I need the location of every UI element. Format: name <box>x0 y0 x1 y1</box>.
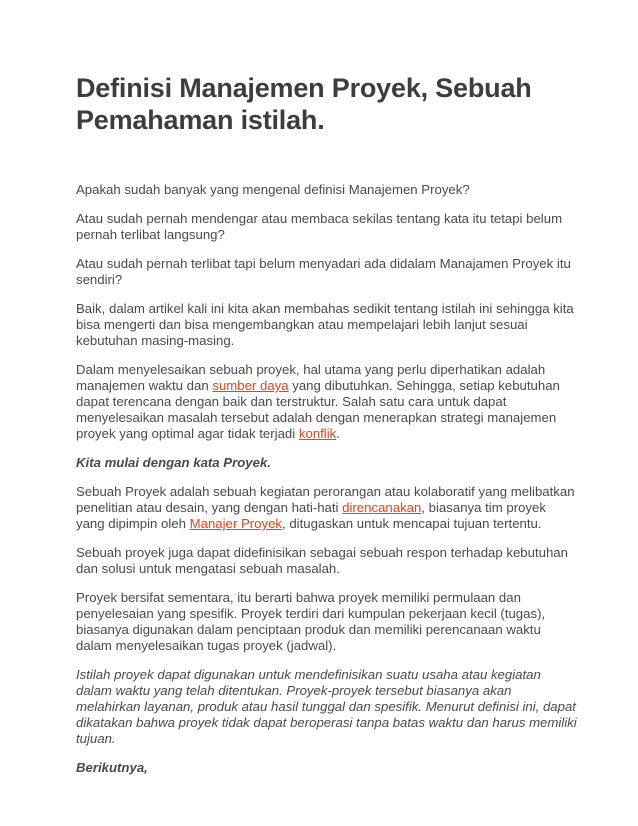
paragraph-heard-question: Atau sudah pernah mendengar atau membaca sekilas tentang kata itu tetapi belum pernah terlibat langsung? <box>76 211 563 242</box>
title-line-1: Definisi Manajemen Proyek, Sebuah <box>76 73 532 103</box>
link-manajer-proyek[interactable]: Manajer Proyek <box>189 516 282 531</box>
paragraph-time-management <box>76 362 578 442</box>
subheading-project: Kita mulai dengan kata Proyek. <box>76 455 271 470</box>
paragraph-term-definition: Istilah proyek dapat digunakan untuk mendefinisikan suatu usaha atau kegiatan dalam waktu yang telah ditentukan. Proyek-proyek tersebut biasanya akan melahirkan layanan, produk atau hasil tunggal dan spesifik. Menurut definisi ini, dapat dikatakan bahwa proyek tidak dapat beroperasi tanpa batas waktu dan harus memiliki tujuan. <box>76 667 577 746</box>
paragraph-text: , biasanya tim proyek yang dipimpin oleh <box>76 500 546 531</box>
link-sumber-daya[interactable]: sumber daya <box>212 378 289 393</box>
paragraph-project-definition <box>76 484 578 532</box>
page-title <box>76 72 578 136</box>
paragraph-article-purpose: Baik, dalam artikel kali ini kita akan membahas sedikit tentang istilah ini sehingga kita bisa mengerti dan bisa mengembangkan atau mempelajari lebih lanjut sesuai kebutuhan masing-masing. <box>76 301 574 348</box>
paragraph-text: yang dibutuhkan. Sehingga, setiap kebutuhan dapat terencana dengan baik dan terstruktur. Salah satu cara untuk dapat menyelesaikan masalah tersebut adalah dengan menerapkan strategi manajemen proyek yang optimal agar tidak terjadi <box>76 378 560 441</box>
paragraph-text: Sebuah Proyek adalah sebuah kegiatan perorangan atau kolaboratif yang melibatkan penelitian atau desain, yang dengan hati-hati <box>76 484 575 515</box>
subheading-next: Berikutnya, <box>76 760 148 775</box>
link-direncanakan[interactable]: direncanakan <box>342 500 422 515</box>
link-konflik[interactable]: konflik <box>298 426 337 441</box>
paragraph-intro-question: Apakah sudah banyak yang mengenal definisi Manajemen Proyek? <box>76 182 470 197</box>
paragraph-text: . <box>336 426 340 441</box>
paragraph-project-response: Sebuah proyek juga dapat didefinisikan sebagai sebuah respon terhadap kebutuhan dan solusi untuk mengatasi sebuah masalah. <box>76 545 568 576</box>
title-line-2: Pemahaman istilah. <box>76 105 325 135</box>
paragraph-project-temporary: Proyek bersifat sementara, itu berarti bahwa proyek memiliki permulaan dan penyelesaian yang spesifik. Proyek terdiri dari kumpulan pekerjaan kecil (tugas), biasanya digunakan dalam penciptaan produk dan memiliki perencanaan waktu dalam menyelesaikan tugas proyek (jadwal). <box>76 590 546 653</box>
paragraph-text: Dalam menyelesaikan sebuah proyek, hal utama yang perlu diperhatikan adalah manajemen waktu dan <box>76 362 546 393</box>
paragraph-involved-question: Atau sudah pernah terlibat tapi belum menyadari ada didalam Manajamen Proyek itu sendiri? <box>76 256 571 287</box>
paragraph-text: , ditugaskan untuk mencapai tujuan tertentu. <box>282 516 542 531</box>
article-body <box>76 182 578 776</box>
